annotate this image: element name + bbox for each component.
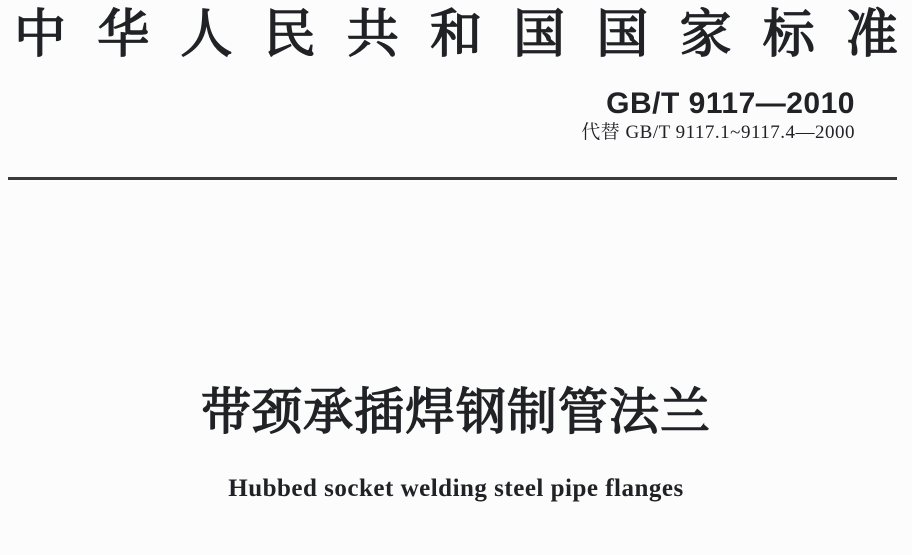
title-english: Hubbed socket welding steel pipe flanges	[228, 475, 684, 502]
standard-code: GB/T 9117—2010	[606, 87, 855, 120]
national-standard-header: 中 华 人 民 共 和 国 国 家 标 准	[14, 7, 898, 64]
standard-code-block	[581, 88, 855, 144]
title-chinese: 带颈承插焊钢制管法兰	[201, 384, 711, 440]
replaces-note: 代替 GB/T 9117.1~9117.4—2000	[581, 122, 855, 143]
header-divider	[8, 177, 897, 180]
